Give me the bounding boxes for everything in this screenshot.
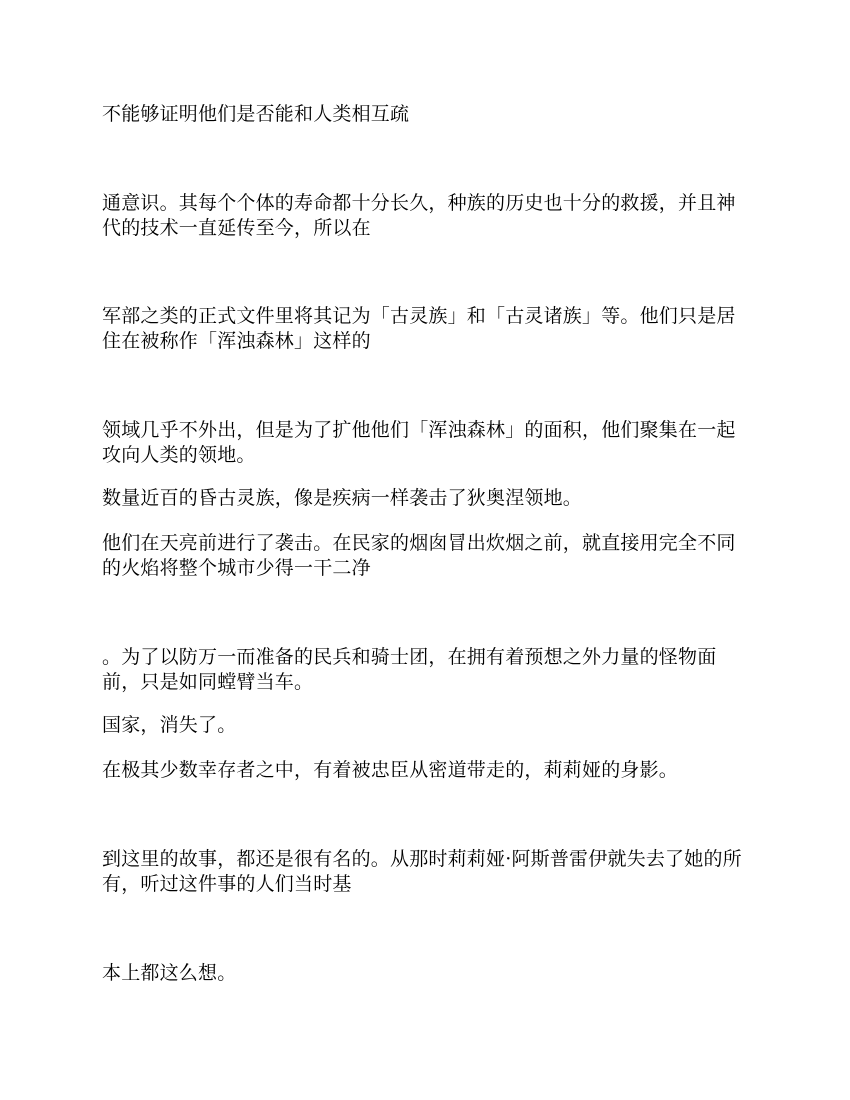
paragraph-5: 数量近百的昏古灵族，像是疾病一样袭击了狄奥涅领地。 [102,487,583,509]
paragraph-6: 他们在天亮前进行了袭击。在民家的烟囱冒出炊烟之前，就直接用完全不同的火焰将整个城市少得一干二净 [102,532,736,579]
paragraph-1: 不能够证明他们是否能和人类相互疏 [102,103,410,125]
paragraph-11: 本上都这么想。 [102,962,237,984]
paragraph-8: 国家，消失了。 [102,714,237,736]
paragraph-4: 领域几乎不外出，但是为了扩他他们「浑浊森林」的面积，他们聚集在一起攻向人类的领地。 [102,419,736,466]
paragraph-9: 在极其少数幸存者之中，有着被忠臣从密道带走的，莉莉娅的身影。 [102,759,679,781]
paragraph-2: 通意识。其每个个体的寿命都十分长久，种族的历史也十分的救援，并且神代的技术一直延传至今，所以在 [102,192,736,239]
paragraph-10: 到这里的故事，都还是很有名的。从那时莉莉娅·阿斯普雷伊就失去了她的所有，听过这件事的人们当时基 [102,848,742,895]
paragraph-7: 。为了以防万一而准备的民兵和骑士团，在拥有着预想之外力量的怪物面前，只是如同螳臂当车。 [102,646,717,693]
paragraph-3: 军部之类的正式文件里将其记为「古灵族」和「古灵诸族」等。他们只是居住在被称作「浑浊森林」这样的 [102,305,736,352]
